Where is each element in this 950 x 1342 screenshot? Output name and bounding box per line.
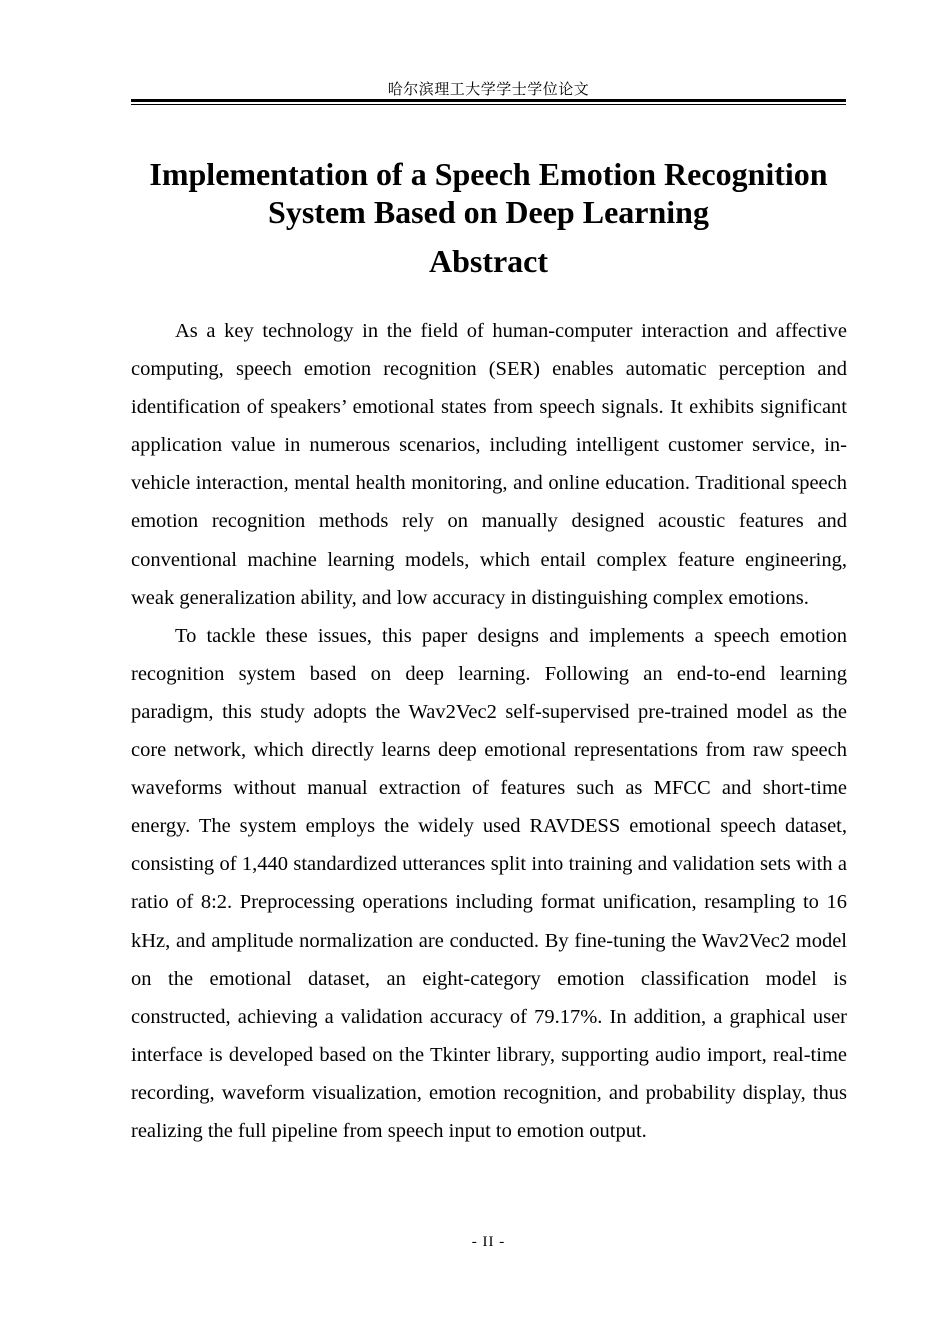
page-number: - II - xyxy=(471,1234,506,1250)
paper-title xyxy=(120,155,857,231)
header-rule-thick xyxy=(131,99,846,102)
paper-title-line-1: Implementation of a Speech Emotion Recognition xyxy=(149,156,828,192)
paper-title-line-2: System Based on Deep Learning xyxy=(268,194,709,230)
abstract-paragraph-1: As a key technology in the field of human-computer interaction and affective computing, speech emotion recognition (SER) enables automatic perception and identification of speakers’ emotional states from speech signals. It exhibits significant application value in numerous scenarios, including intelligent customer service, in-vehicle interaction, mental health monitoring, and online education. Traditional speech emotion recognition methods rely on manually designed acoustic features and conventional machine learning models, which entail complex feature engineering, weak generalization ability, and low accuracy in distinguishing complex emotions. xyxy=(131,320,847,609)
abstract-heading: Abstract xyxy=(428,243,549,279)
running-header: 哈尔滨理工大学学士学位论文 xyxy=(387,80,590,98)
abstract-paragraph-2: To tackle these issues, this paper designs and implements a speech emotion recognition system based on deep learning. Following an end-to-end learning paradigm, this study adopts the Wav2Vec2 self-supervised pre-trained model as the core network, which directly learns deep emotional representations from raw speech waveforms without manual extraction of features such as MFCC and short-time energy. The system employs the widely used RAVDESS emotional speech dataset, consisting of 1,440 standardized utterances split into training and validation sets with a ratio of 8:2. Preprocessing operations including format unification, resampling to 16 kHz, and amplitude normalization are conducted. By fine-tuning the Wav2Vec2 model on the emotional dataset, an eight-category emotion classification model is constructed, achieving a validation accuracy of 79.17%. In addition, a graphical user interface is developed based on the Tkinter library, supporting audio import, real-time recording, waveform visualization, emotion recognition, and probability display, thus realizing the full pipeline from speech input to emotion output. xyxy=(131,624,847,1142)
header-rule-thin xyxy=(131,104,846,105)
abstract-body xyxy=(131,312,847,1150)
